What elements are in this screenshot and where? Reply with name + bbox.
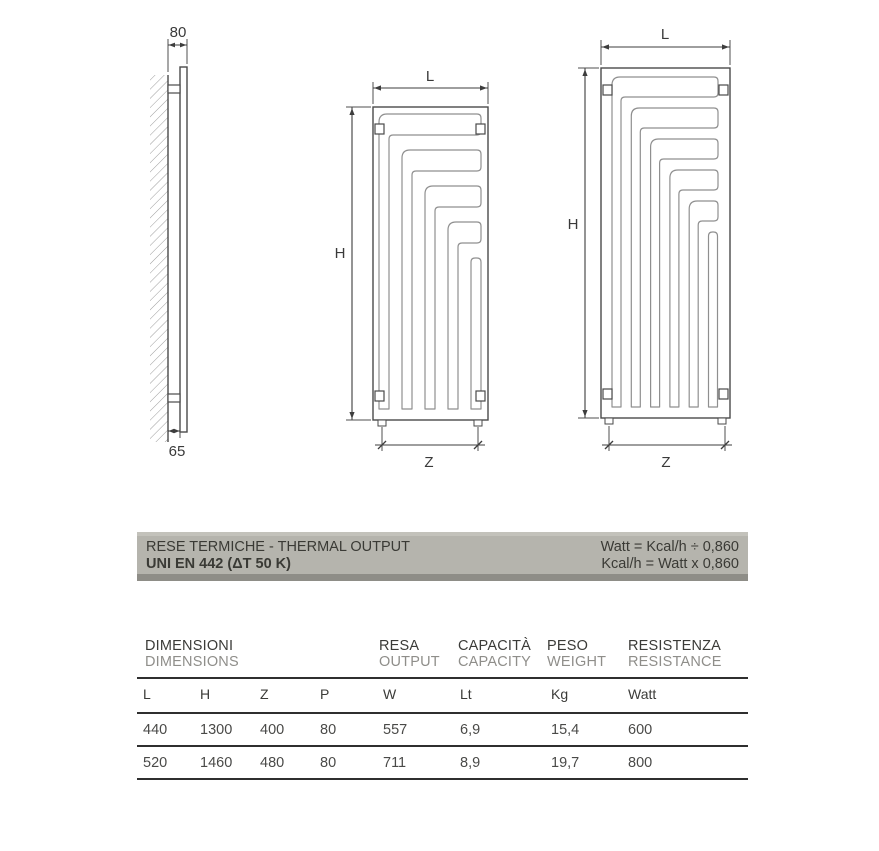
group-weight: PESO WEIGHT — [547, 638, 607, 670]
wall-hatching — [150, 75, 168, 442]
connection-stub — [378, 420, 386, 426]
cell-H: 1460 — [200, 754, 233, 771]
connection-stub — [474, 420, 482, 426]
thermal-output-title-line1: RESE TERMICHE - THERMAL OUTPUT — [146, 539, 410, 555]
spec-table — [137, 630, 748, 780]
mounting-bracket — [603, 389, 612, 399]
table-row — [137, 714, 748, 746]
col-Lt: Lt — [460, 686, 472, 702]
connection-stub — [605, 418, 613, 424]
cell-Watt: 600 — [628, 721, 653, 738]
table-row — [137, 747, 748, 779]
col-Z: Z — [260, 686, 269, 702]
cell-H: 1300 — [200, 721, 233, 738]
group-dimensions: DIMENSIONI DIMENSIONS — [145, 638, 239, 670]
cell-Lt: 8,9 — [460, 754, 481, 771]
mounting-bracket — [476, 391, 485, 401]
table-rule — [137, 778, 748, 780]
dim-height-large — [568, 68, 599, 418]
table-column-header-row — [137, 679, 748, 712]
radiator-panel-side — [180, 67, 187, 432]
mounting-bracket — [719, 389, 728, 399]
side-view-drawing — [150, 24, 187, 460]
dim-label-base-large: Z — [661, 454, 671, 471]
cell-Watt: 800 — [628, 754, 653, 771]
dim-height-small — [335, 107, 371, 420]
dim-depth-top — [168, 24, 187, 72]
dim-width-small — [373, 68, 488, 104]
formula-line1: Watt = Kcal/h ÷ 0,860 — [600, 539, 739, 555]
table-group-header-row — [137, 630, 748, 677]
dim-label-height-small: H — [334, 245, 346, 262]
dim-label-base-small: Z — [424, 454, 434, 471]
cell-W: 557 — [383, 721, 408, 738]
connection-stub — [718, 418, 726, 424]
front-view-large — [568, 26, 732, 471]
cell-Z: 480 — [260, 754, 285, 771]
band-bottom-strip — [137, 574, 748, 581]
conversion-formulas — [601, 539, 739, 573]
cell-L: 440 — [143, 721, 168, 738]
front-view-small — [335, 68, 488, 471]
col-Watt: Watt — [628, 686, 657, 702]
mounting-bracket — [719, 85, 728, 95]
group-resistance: RESISTENZA RESISTANCE — [628, 638, 722, 670]
group-output: RESA OUTPUT — [379, 638, 440, 670]
cell-P: 80 — [320, 721, 337, 738]
formula-line2: Kcal/h = Watt x 0,860 — [601, 556, 739, 572]
dim-label-depth-top: 80 — [169, 24, 187, 41]
col-Kg: Kg — [551, 686, 569, 702]
thermal-output-title — [146, 539, 410, 573]
thermal-output-title-line2: UNI EN 442 (ΔT 50 K) — [146, 556, 291, 572]
col-H: H — [200, 686, 211, 702]
mounting-bracket — [476, 124, 485, 134]
dim-base-small — [375, 427, 485, 471]
mounting-bracket — [603, 85, 612, 95]
cell-Z: 400 — [260, 721, 285, 738]
mounting-bracket — [375, 124, 384, 134]
dim-base-large — [602, 426, 732, 471]
cell-P: 80 — [320, 754, 337, 771]
radiator-panel-front — [601, 68, 730, 418]
col-P: P — [320, 686, 330, 702]
dim-label-height-large: H — [567, 216, 579, 233]
col-W: W — [383, 686, 397, 702]
dim-label-width-large: L — [660, 26, 670, 43]
cell-Lt: 6,9 — [460, 721, 481, 738]
mounting-bracket — [375, 391, 384, 401]
wall-bracket — [168, 394, 180, 402]
cell-L: 520 — [143, 754, 168, 771]
col-L: L — [143, 686, 151, 702]
cell-W: 711 — [383, 754, 407, 771]
thermal-output-band — [137, 532, 748, 581]
wall-bracket — [168, 85, 180, 93]
dim-width-large — [601, 26, 730, 65]
group-capacity: CAPACITÀ CAPACITY — [458, 638, 532, 670]
dim-label-depth-bottom: 65 — [168, 443, 186, 460]
cell-Kg: 19,7 — [551, 754, 580, 771]
cell-Kg: 15,4 — [551, 721, 580, 738]
dim-label-width-small: L — [425, 68, 435, 85]
